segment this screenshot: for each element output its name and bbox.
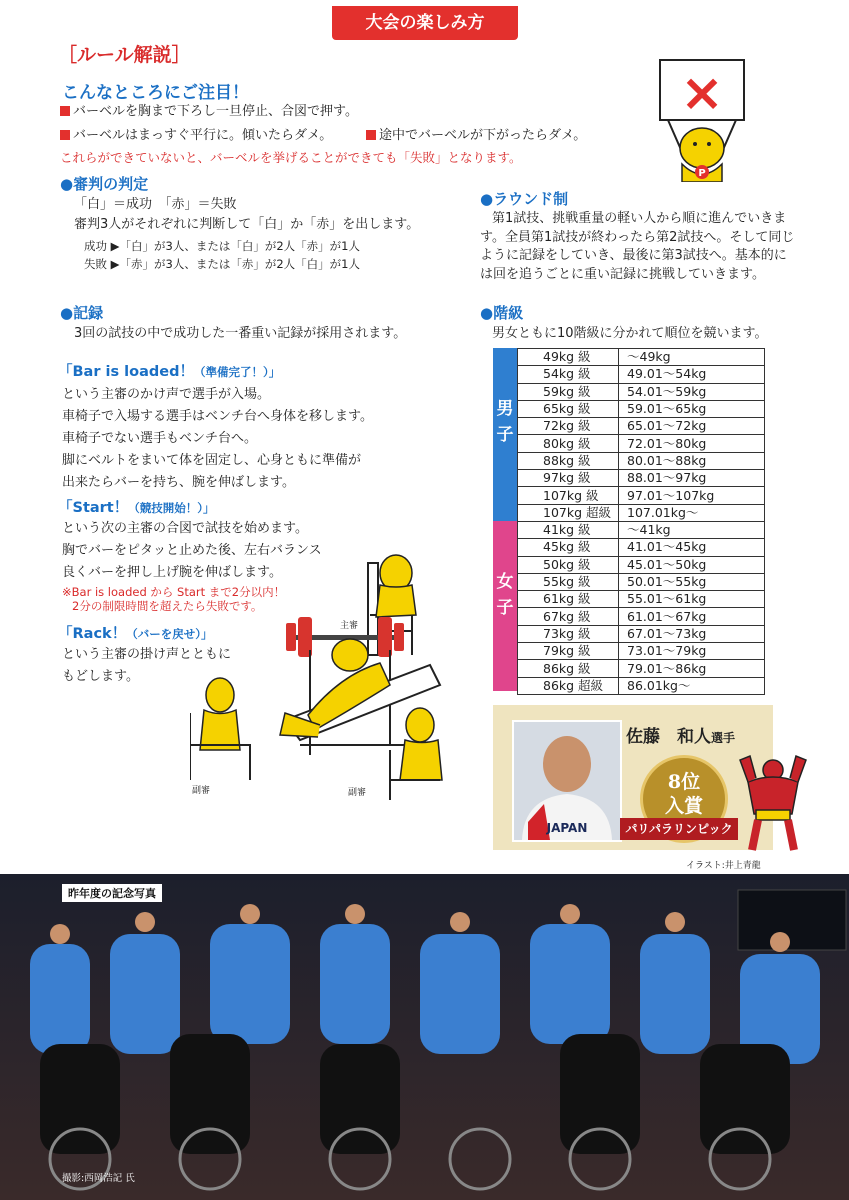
red-square-icon xyxy=(366,130,376,140)
mascot-x-sign-illustration xyxy=(648,52,758,182)
weight-range-cell: 49.01～54kg xyxy=(619,366,765,383)
men-row xyxy=(518,418,765,435)
weight-class-cell: 50kg 級 xyxy=(518,556,619,573)
men-row xyxy=(518,400,765,417)
start-text: という次の主審の合図で試技を始めます。 胸でバーをピタッと止めた後、左右バランス 良くバーを押し上げ腕を伸ばします。 xyxy=(62,521,322,580)
men-label: 男子 xyxy=(493,348,517,523)
record-heading: ●記録 xyxy=(60,304,104,322)
men-class-table xyxy=(517,348,765,522)
judging-failure: 失敗 ▶「赤」が3人、または「赤」が2人「白」が1人 xyxy=(84,257,360,271)
weight-range-cell: 45.01～50kg xyxy=(619,556,765,573)
weight-range-cell: 55.01～61kg xyxy=(619,591,765,608)
round-heading: ●ラウンド制 xyxy=(480,190,569,208)
bench-press-illustration xyxy=(190,545,460,805)
paralympics-ribbon: パリパラリンピック xyxy=(620,818,738,840)
athlete-name: 佐藤 和人選手 xyxy=(626,727,736,747)
rules-title: ［ルール解説］ xyxy=(58,44,191,66)
svg-text:P: P xyxy=(698,168,706,179)
women-row xyxy=(518,556,765,573)
women-row xyxy=(518,677,765,694)
weight-class-cell: 107kg 級 xyxy=(518,487,619,504)
weight-class-cell: 67kg 級 xyxy=(518,608,619,625)
rule-point-2: バーベルはまっすぐ平行に。傾いたらダメ。 xyxy=(60,127,332,145)
men-row xyxy=(518,349,765,366)
women-row xyxy=(518,625,765,642)
classes-heading: ●階級 xyxy=(480,304,524,322)
weight-class-cell: 86kg 級 xyxy=(518,660,619,677)
men-row xyxy=(518,504,765,521)
women-row xyxy=(518,522,765,539)
weight-class-cell: 79kg 級 xyxy=(518,643,619,660)
red-square-icon xyxy=(60,130,70,140)
weight-class-cell: 61kg 級 xyxy=(518,591,619,608)
judging-line-2: 審判3人がそれぞれに判断して「白」か「赤」を出します。 xyxy=(74,217,420,232)
men-row xyxy=(518,366,765,383)
weight-class-cell: 80kg 級 xyxy=(518,435,619,452)
judging-success: 成功 ▶「白」が3人、または「白」が2人「赤」が1人 xyxy=(84,239,360,253)
weight-range-cell: 79.01～86kg xyxy=(619,660,765,677)
rack-text: という主審の掛け声とともに もどします。 xyxy=(62,647,232,684)
women-class-table xyxy=(517,521,765,695)
weight-class-cell: 59kg 級 xyxy=(518,383,619,400)
start-time-note: ※Bar is loaded から Start まで2分以内！ 2分の制限時間を超えたら失敗です。 xyxy=(62,585,286,613)
bar-loaded-heading: 「Bar is loaded！（準備完了！）」 xyxy=(58,364,281,380)
weight-class-cell: 41kg 級 xyxy=(518,522,619,539)
side-referee-label-1: 副審 xyxy=(192,786,211,796)
weight-class-cell: 88kg 級 xyxy=(518,452,619,469)
round-text: 第1試技、挑戦重量の軽い人から順に進んでいきま す。全員第1試技が終わったら第2試技へ。そして同じ ように記録をしていき、最後に第3試技へ。基本的に は回を追うごとに重い記録に挑戦していきます。 xyxy=(480,211,795,282)
weight-range-cell: 59.01～65kg xyxy=(619,400,765,417)
rack-heading: 「Rack！（バーを戻せ）」 xyxy=(58,626,213,642)
group-photo xyxy=(0,874,849,1200)
bar-loaded-text: という主審のかけ声で選手が入場。 車椅子で入場する選手はベンチ台へ身体を移します。 車椅子でない選手もベンチ台へ。 脚にベルトをまいて体を固定し、心身ともに準備が 出来たらバーを持ち、腕を伸ばします。 xyxy=(62,387,373,490)
photo-credit: 撮影:西岡浩記 氏 xyxy=(62,1173,135,1184)
weight-class-cell: 73kg 級 xyxy=(518,625,619,642)
strongman-mascot-illustration xyxy=(738,752,808,852)
women-row xyxy=(518,660,765,677)
photo-caption-label: 昨年度の記念写真 xyxy=(62,884,162,902)
weight-class-cell: 107kg 超級 xyxy=(518,504,619,521)
weight-range-cell: 86.01kg～ xyxy=(619,677,765,694)
weight-class-cell: 49kg 級 xyxy=(518,349,619,366)
women-row xyxy=(518,643,765,660)
weight-class-cell: 65kg 級 xyxy=(518,400,619,417)
judging-heading: ●審判の判定 xyxy=(60,175,149,193)
judging-line-1: 「白」＝成功 「赤」＝失敗 xyxy=(74,197,237,212)
women-row xyxy=(518,608,765,625)
weight-range-cell: 72.01～80kg xyxy=(619,435,765,452)
section-banner: 大会の楽しみ方 xyxy=(332,6,518,40)
red-square-icon xyxy=(60,106,70,116)
record-text: 3回の試技の中で成功した一番重い記録が採用されます。 xyxy=(74,326,407,341)
weight-range-cell: 61.01～67kg xyxy=(619,608,765,625)
rule-point-1: バーベルを胸まで下ろし一旦停止、合図で押す。 xyxy=(60,103,358,121)
weight-range-cell: ～41kg xyxy=(619,522,765,539)
women-row xyxy=(518,573,765,590)
placement-badge: 8位 入賞 xyxy=(640,755,728,843)
men-row xyxy=(518,470,765,487)
weight-range-cell: 65.01～72kg xyxy=(619,418,765,435)
weight-range-cell: ～49kg xyxy=(619,349,765,366)
weight-class-cell: 86kg 超級 xyxy=(518,677,619,694)
chief-referee-label: 主審 xyxy=(340,621,359,631)
women-label: 女子 xyxy=(493,521,517,691)
weight-range-cell: 88.01～97kg xyxy=(619,470,765,487)
weight-range-cell: 107.01kg～ xyxy=(619,504,765,521)
men-row xyxy=(518,487,765,504)
weight-range-cell: 73.01～79kg xyxy=(619,643,765,660)
rules-subtitle: こんなところにご注目！ xyxy=(62,83,249,103)
side-referee-label-2: 副審 xyxy=(348,788,367,798)
women-row xyxy=(518,591,765,608)
illustration-credit: イラスト:井上青龍 xyxy=(686,861,761,871)
weight-range-cell: 41.01～45kg xyxy=(619,539,765,556)
group-photo-image xyxy=(0,874,849,1200)
classes-text: 男女ともに10階級に分かれて順位を競います。 xyxy=(492,326,768,341)
weight-class-cell: 54kg 級 xyxy=(518,366,619,383)
rule-warning: これらができていないと、バーベルを挙げることができても「失敗」となります。 xyxy=(60,150,522,165)
athlete-photo xyxy=(512,720,622,842)
men-row xyxy=(518,435,765,452)
weight-class-cell: 97kg 級 xyxy=(518,470,619,487)
men-row xyxy=(518,452,765,469)
weight-class-cell: 55kg 級 xyxy=(518,573,619,590)
x-icon: × xyxy=(680,63,724,123)
weight-range-cell: 97.01～107kg xyxy=(619,487,765,504)
svg-text:JAPAN: JAPAN xyxy=(546,821,588,835)
weight-range-cell: 54.01～59kg xyxy=(619,383,765,400)
weight-range-cell: 67.01～73kg xyxy=(619,625,765,642)
women-row xyxy=(518,539,765,556)
rule-point-3: 途中でバーベルが下がったらダメ。 xyxy=(366,127,586,145)
weight-range-cell: 50.01～55kg xyxy=(619,573,765,590)
weight-class-cell: 45kg 級 xyxy=(518,539,619,556)
weight-class-cell: 72kg 級 xyxy=(518,418,619,435)
start-heading: 「Start！（競技開始！）」 xyxy=(58,500,215,516)
weight-range-cell: 80.01～88kg xyxy=(619,452,765,469)
men-row xyxy=(518,383,765,400)
